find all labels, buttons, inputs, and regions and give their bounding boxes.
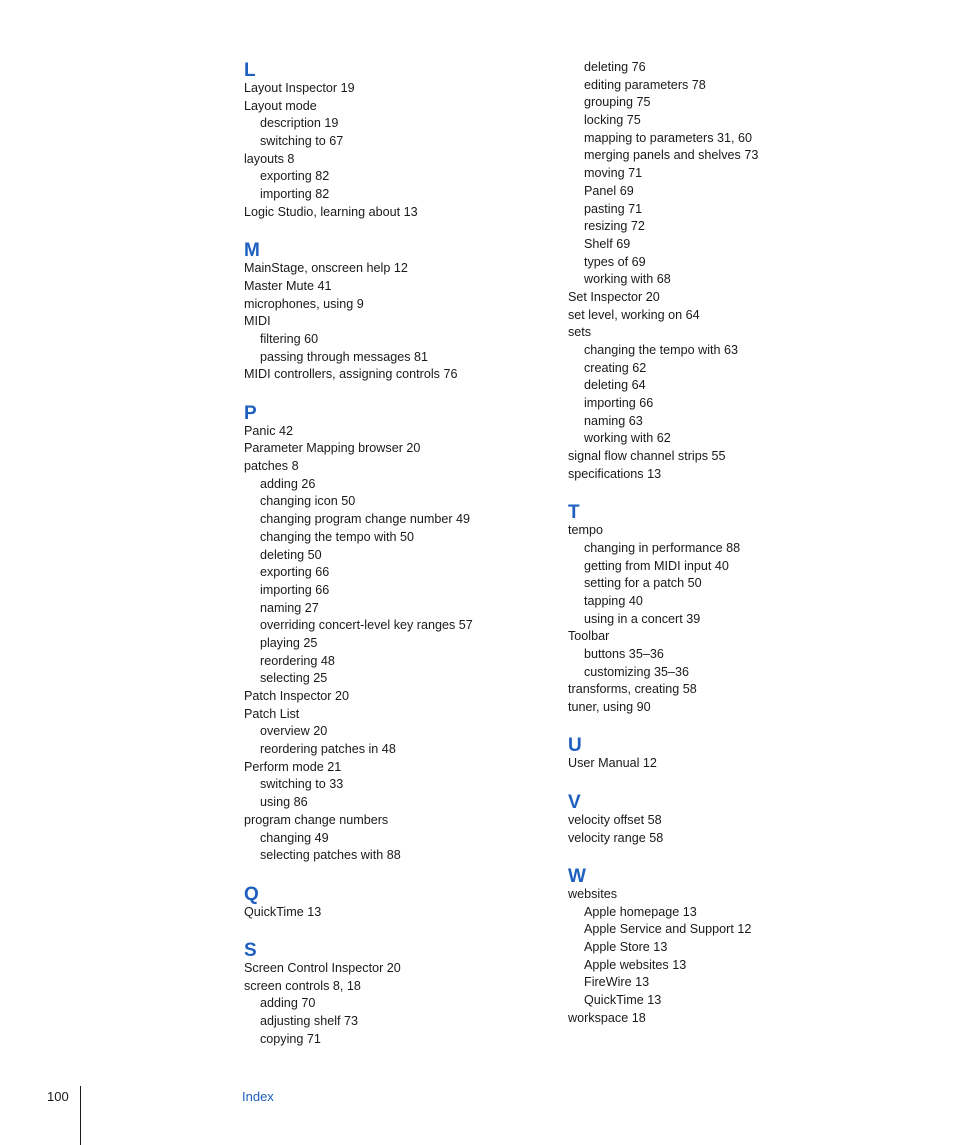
section-letter: Q <box>244 883 259 905</box>
index-section <box>568 501 898 717</box>
index-subentry: changing in performance 88 <box>584 540 741 555</box>
index-subentry: changing the tempo with 63 <box>584 343 739 357</box>
index-subentry: customizing 35–36 <box>584 664 690 679</box>
index-section <box>244 402 544 865</box>
index-entry: Screen Control Inspector 20 <box>244 960 401 975</box>
index-subentry: mapping to parameters 31, 60 <box>584 130 753 145</box>
index-entry: QuickTime 13 <box>244 904 322 919</box>
index-entry: MIDI controllers, assigning controls 76 <box>244 367 458 382</box>
index-subentry: pasting 71 <box>584 201 643 216</box>
index-subentry: getting from MIDI input 40 <box>584 558 729 573</box>
index-subentry: switching to 67 <box>260 134 344 149</box>
index-entry: program change numbers <box>244 812 389 827</box>
index-subentry: tapping 40 <box>584 593 643 608</box>
index-entry: sets <box>568 325 592 340</box>
index-subentry: reordering patches in 48 <box>260 742 396 757</box>
index-subentry: switching to 33 <box>260 777 344 792</box>
index-column-left <box>244 59 544 1048</box>
index-section <box>244 883 544 922</box>
index-subentry: adjusting shelf 73 <box>260 1014 359 1028</box>
page-number: 100 <box>47 1089 69 1104</box>
index-section <box>568 865 898 1028</box>
index-subentry: locking 75 <box>584 113 641 128</box>
index-entry: User Manual 12 <box>568 756 657 771</box>
entry-list <box>568 812 898 847</box>
section-letter: L <box>244 60 256 81</box>
index-subentry: importing 66 <box>584 396 654 411</box>
index-subentry: working with 68 <box>584 272 671 287</box>
index-subentry: deleting 64 <box>584 378 646 393</box>
index-entry: patches 8 <box>244 459 299 474</box>
index-entry: tuner, using 90 <box>568 700 651 715</box>
index-section <box>244 59 544 222</box>
index-subentry: adding 70 <box>260 996 316 1011</box>
index-subentry: changing icon 50 <box>260 494 356 509</box>
section-spacer <box>568 484 898 502</box>
entry-list <box>244 260 544 384</box>
index-entry: MainStage, onscreen help 12 <box>244 261 408 276</box>
index-subentry: changing the tempo with 50 <box>260 529 415 544</box>
index-subentry: creating 62 <box>584 360 647 375</box>
index-subentry: Panel 69 <box>584 183 634 198</box>
index-subentry: editing parameters 78 <box>584 77 706 92</box>
index-entry: screen controls 8, 18 <box>244 978 361 993</box>
index-entry: Toolbar <box>568 629 610 644</box>
footer-section-label: Index <box>242 1089 274 1104</box>
section-letter: T <box>568 502 580 524</box>
index-subentry: types of 69 <box>584 254 646 269</box>
index-entry: Parameter Mapping browser 20 <box>244 441 421 456</box>
index-subentry: overview 20 <box>260 724 328 739</box>
index-subentry: naming 27 <box>260 600 319 615</box>
index-subentry: grouping 75 <box>584 95 651 110</box>
index-subentry: importing 66 <box>260 582 330 597</box>
footer-divider <box>80 1086 81 1145</box>
entry-list <box>244 80 544 222</box>
index-entry: signal flow channel strips 55 <box>568 449 726 464</box>
section-spacer <box>244 384 544 402</box>
index-subentry: working with 62 <box>584 431 671 446</box>
index-subentry: resizing 72 <box>584 219 645 234</box>
index-subentry: adding 26 <box>260 476 316 491</box>
index-entry: Set Inspector 20 <box>568 289 660 304</box>
section-spacer <box>244 222 544 240</box>
index-subentry: importing 82 <box>260 187 330 202</box>
index-entry: Panic 42 <box>244 423 294 438</box>
index-subentry: Shelf 69 <box>584 236 631 251</box>
index-subentry: merging panels and shelves 73 <box>584 148 759 163</box>
index-subentry: passing through messages 81 <box>260 349 429 364</box>
section-spacer <box>244 865 544 883</box>
index-section <box>568 734 898 773</box>
index-entry: set level, working on 64 <box>568 307 700 322</box>
entry-list <box>244 904 544 922</box>
index-section <box>244 939 544 1048</box>
section-letter: S <box>244 939 257 961</box>
index-entry: transforms, creating 58 <box>568 682 697 697</box>
index-entry: Layout mode <box>244 98 317 113</box>
section-letter: U <box>568 735 582 757</box>
index-subentry: selecting 25 <box>260 671 328 686</box>
index-subentry: FireWire 13 <box>584 975 650 990</box>
section-spacer <box>244 921 544 939</box>
entry-list <box>244 960 544 1048</box>
entry-list <box>244 423 544 865</box>
index-subentry: changing 49 <box>260 830 329 845</box>
index-column-right <box>568 59 898 1027</box>
index-entry: layouts 8 <box>244 151 295 166</box>
index-subentry: deleting 76 <box>584 60 646 74</box>
index-subentry: playing 25 <box>260 635 318 650</box>
section-spacer <box>568 847 898 865</box>
index-subentry: deleting 50 <box>260 547 322 562</box>
index-entry: velocity offset 58 <box>568 812 662 827</box>
index-entry: specifications 13 <box>568 466 662 481</box>
index-entry: tempo <box>568 523 604 538</box>
section-spacer <box>568 717 898 735</box>
continued-entry-list <box>568 59 898 484</box>
index-entry: Patch Inspector 20 <box>244 689 350 703</box>
index-subentry: Apple homepage 13 <box>584 904 697 919</box>
index-subentry: reordering 48 <box>260 653 335 668</box>
index-section <box>244 239 544 384</box>
index-subentry: description 19 <box>260 116 339 131</box>
index-subentry: exporting 66 <box>260 565 330 580</box>
index-entry: microphones, using 9 <box>244 296 364 311</box>
index-entry: websites <box>568 886 617 901</box>
index-entry: Logic Studio, learning about 13 <box>244 204 418 219</box>
index-subentry: changing program change number 49 <box>260 512 471 527</box>
index-subentry: moving 71 <box>584 166 643 181</box>
index-subentry: Apple Service and Support 12 <box>584 922 752 937</box>
index-entry: MIDI <box>244 314 271 329</box>
index-subentry: overriding concert-level key ranges 57 <box>260 618 473 633</box>
index-subentry: using 86 <box>260 795 308 810</box>
index-entry: Layout Inspector 19 <box>244 81 355 95</box>
section-letter: V <box>568 791 581 813</box>
index-entry: velocity range 58 <box>568 830 664 845</box>
index-subentry: buttons 35–36 <box>584 647 664 661</box>
index-subentry: exporting 82 <box>260 169 330 184</box>
index-subentry: selecting patches with 88 <box>260 848 401 863</box>
index-subentry: filtering 60 <box>260 331 319 346</box>
entry-list <box>568 886 898 1028</box>
index-entry: workspace 18 <box>568 1010 646 1025</box>
section-letter: W <box>568 865 586 887</box>
entry-list <box>568 755 898 773</box>
section-letter: M <box>244 240 260 262</box>
index-subentry: QuickTime 13 <box>584 993 662 1007</box>
index-entry: Perform mode 21 <box>244 759 342 774</box>
index-subentry: setting for a patch 50 <box>584 576 702 591</box>
index-subentry: using in a concert 39 <box>584 611 701 626</box>
index-subentry: Apple websites 13 <box>584 957 687 972</box>
index-subentry: naming 63 <box>584 413 643 428</box>
index-entry: Patch List <box>244 706 300 721</box>
section-letter: P <box>244 402 257 424</box>
index-subentry: Apple Store 13 <box>584 939 668 954</box>
index-subentry: copying 71 <box>260 1031 321 1046</box>
index-entry: Master Mute 41 <box>244 278 332 293</box>
section-spacer <box>568 773 898 791</box>
entry-list <box>568 522 898 717</box>
index-section <box>568 791 898 847</box>
